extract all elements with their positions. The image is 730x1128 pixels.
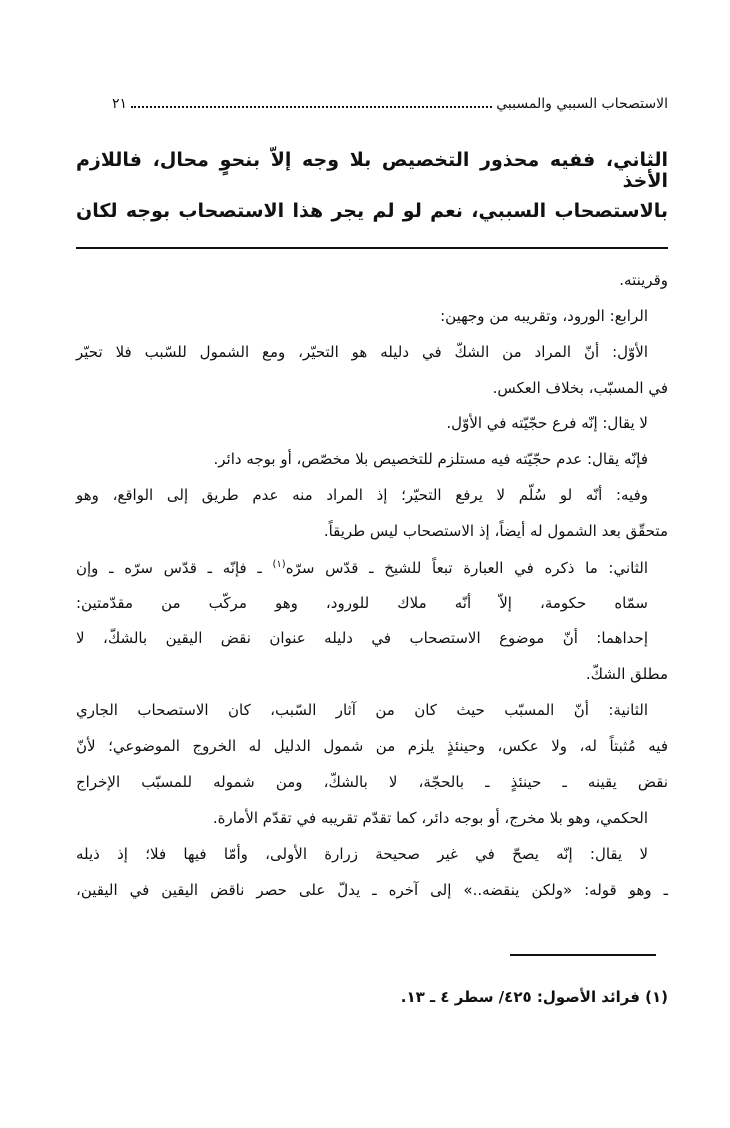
text-line: لا يقال: إنّه فرع حجّيّته في الأوّل.	[446, 414, 648, 432]
text-line: وقرينته.	[619, 271, 668, 289]
text-line: لا يقال: إنّه يصحّ في غير صحيحة زرارة الأولى، وأمّا فيها فلا؛ إذ ذيله	[76, 845, 648, 863]
text-line: الرابع: الورود، وتقريبه من وجهين:	[440, 307, 648, 325]
text-line: إحداهما: أنّ موضوع الاستصحاب في دليله عنوان نقض اليقين بالشكّ، لا	[76, 629, 648, 647]
footnote: (١) فرائد الأصول: ٤٢٥/ سطر ٤ ـ ١٣.	[400, 988, 668, 1006]
footnote-reference[interactable]: (١)	[272, 559, 286, 570]
text-segment: الثاني: ما ذكره في العبارة تبعاً للشيخ ـ قدّس سرّه	[285, 559, 648, 577]
text-line: في المسبّب، بخلاف العكس.	[492, 379, 668, 397]
header-dot-leader	[131, 106, 492, 108]
text-line: الحكمي، وهو بلا مخرج، أو بوجه دائر، كما تقدّم تقريبه في تقدّم الأمارة.	[212, 809, 648, 827]
text-line: بالاستصحاب السببي، نعم لو لم يجر هذا الاستصحاب بوجه لكان	[76, 200, 668, 222]
text-line: سمّاه حكومة، إلاّ أنّه ملاك للورود، وهو مركّب من مقدّمتين:	[76, 594, 648, 612]
text-line: متحقّق بعد الشمول له أيضاً، إذ الاستصحاب ليس طريقاً.	[323, 522, 668, 540]
text-line: مطلق الشكّ.	[585, 665, 668, 683]
text-line: نقض يقينه ـ حينئذٍ ـ بالحجّة، لا بالشكّ، ومن شموله للمسبّب الإخراج	[76, 773, 668, 791]
running-title: الاستصحاب السببي والمسببي	[496, 96, 668, 112]
text-segment: ـ فإنّه ـ قدّس سرّه ـ وإن	[76, 559, 262, 577]
text-line: فيه مُثبتاً له، ولا عكس، وحينئذٍ يلزم من شمول الدليل له الخروج الموضوعي؛ لأنّ	[76, 737, 668, 755]
page-number: ٢١	[112, 96, 128, 112]
footnote-divider	[510, 954, 656, 956]
text-line: فإنّه يقال: عدم حجّيّته فيه مستلزم للتخصيص بلا مخصّص، أو بوجه دائر.	[213, 450, 648, 468]
text-line: الثانية: أنّ المسبّب حيث كان من آثار السّبب، كان الاستصحاب الجاري	[76, 701, 648, 719]
running-header	[112, 96, 668, 112]
text-line	[76, 559, 648, 577]
text-line: الأوّل: أنّ المراد من الشكّ في دليله هو التحيّر، ومع الشمول للسّبب فلا تحيّر	[76, 343, 648, 361]
text-line: الثاني، ففيه محذور التخصيص بلا وجه إلاّ بنحوٍ محال، فاللازم الأخذ	[76, 149, 668, 192]
section-divider	[76, 247, 668, 249]
text-line: وفيه: أنّه لو سُلّم لا يرفع التحيّر؛ إذ المراد منه عدم طريق إلى الواقع، وهو	[76, 486, 648, 504]
text-line: ـ وهو قوله: «ولكن ينقضه..» إلى آخره ـ يدلّ على حصر ناقض اليقين في اليقين،	[76, 881, 668, 899]
